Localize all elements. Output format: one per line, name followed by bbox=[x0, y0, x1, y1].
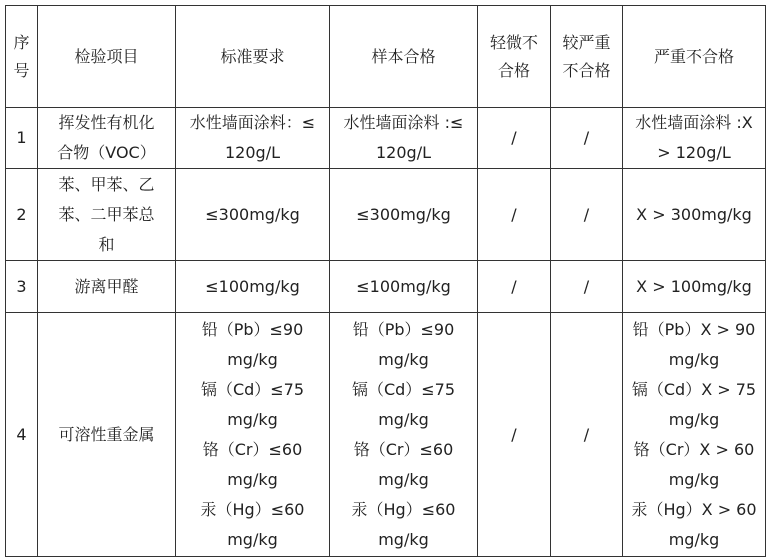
row-item: 可溶性重金属 bbox=[38, 313, 176, 557]
header-pass: 样本合格 bbox=[330, 6, 478, 108]
inspection-table bbox=[5, 5, 766, 557]
row-minor: / bbox=[478, 313, 551, 557]
header-minor: 轻微不 合格 bbox=[478, 6, 551, 108]
row-serious: / bbox=[551, 108, 623, 169]
row-standard: 水性墙面涂料：≤ 120g/L bbox=[176, 108, 330, 169]
header-serious: 较严重 不合格 bbox=[551, 6, 623, 108]
table-row bbox=[6, 313, 766, 557]
row-severe: X > 300mg/kg bbox=[623, 169, 766, 261]
row-standard: ≤100mg/kg bbox=[176, 261, 330, 313]
row-pass: 铅（Pb）≤90 mg/kg 镉（Cd）≤75 mg/kg 铬（Cr）≤60 mg/kg 汞（Hg）≤60 mg/kg bbox=[330, 313, 478, 557]
header-standard: 标准要求 bbox=[176, 6, 330, 108]
row-pass: ≤300mg/kg bbox=[330, 169, 478, 261]
row-pass: 水性墙面涂料 :≤ 120g/L bbox=[330, 108, 478, 169]
row-serious: / bbox=[551, 169, 623, 261]
row-severe: 水性墙面涂料 :X > 120g/L bbox=[623, 108, 766, 169]
row-item: 苯、甲苯、乙 苯、二甲苯总 和 bbox=[38, 169, 176, 261]
row-seq: 3 bbox=[6, 261, 38, 313]
row-seq: 1 bbox=[6, 108, 38, 169]
row-minor: / bbox=[478, 169, 551, 261]
row-serious: / bbox=[551, 261, 623, 313]
row-standard: 铅（Pb）≤90 mg/kg 镉（Cd）≤75 mg/kg 铬（Cr）≤60 mg/kg 汞（Hg）≤60 mg/kg bbox=[176, 313, 330, 557]
row-standard: ≤300mg/kg bbox=[176, 169, 330, 261]
row-seq: 4 bbox=[6, 313, 38, 557]
row-pass: ≤100mg/kg bbox=[330, 261, 478, 313]
table-row bbox=[6, 169, 766, 261]
header-seq: 序 号 bbox=[6, 6, 38, 108]
row-severe: 铅（Pb）X > 90 mg/kg 镉（Cd）X > 75 mg/kg 铬（Cr）X > 60 mg/kg 汞（Hg）X > 60 mg/kg bbox=[623, 313, 766, 557]
row-serious: / bbox=[551, 313, 623, 557]
row-severe: X > 100mg/kg bbox=[623, 261, 766, 313]
table-row bbox=[6, 261, 766, 313]
row-seq: 2 bbox=[6, 169, 38, 261]
header-row bbox=[6, 6, 766, 108]
header-severe: 严重不合格 bbox=[623, 6, 766, 108]
row-minor: / bbox=[478, 108, 551, 169]
row-item: 游离甲醛 bbox=[38, 261, 176, 313]
table-row bbox=[6, 108, 766, 169]
row-minor: / bbox=[478, 261, 551, 313]
row-item: 挥发性有机化 合物（VOC） bbox=[38, 108, 176, 169]
header-item: 检验项目 bbox=[38, 6, 176, 108]
